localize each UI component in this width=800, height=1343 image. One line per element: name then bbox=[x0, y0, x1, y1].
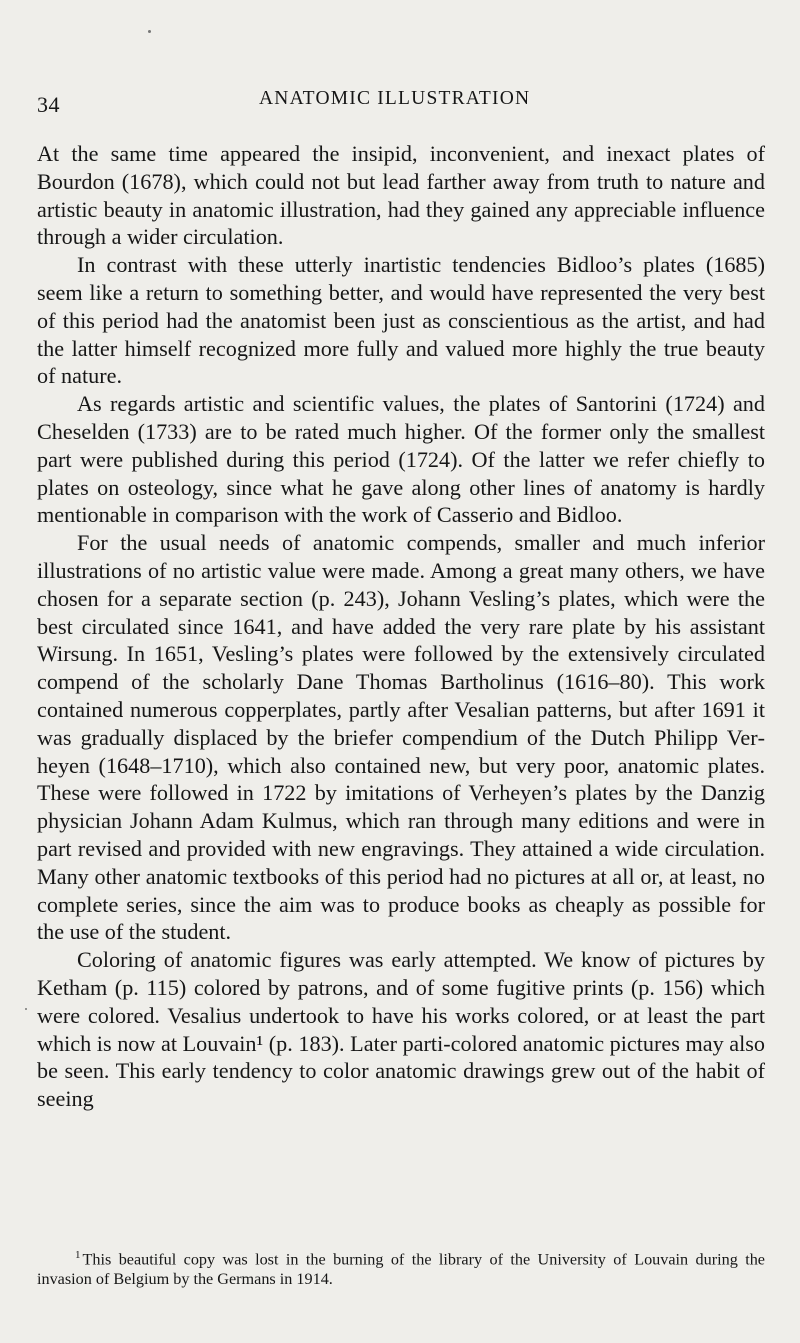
page-number: 34 bbox=[37, 92, 60, 117]
footnote-marker: 1 bbox=[75, 1249, 81, 1261]
paragraph-bourdon: At the same time appeared the insipid, inconvenient, and inexact plates of Bourdon (1678), which could not but lead farther away from truth to nature and artistic beauty in anatomic illustration, had they gained any appreciable influence through a wider circulation. bbox=[37, 141, 765, 250]
paragraph-bidloo: In contrast with these utterly inartistic tendencies Bidloo’s plates (1685) seem like a return to something better, and would have represented the very best of this period had the anatomist been just as conscientious as the artist, and had the latter himself recognized more fully and valued more highly the true beauty of nature. bbox=[37, 252, 765, 389]
paragraph-santorini-cheselden: As regards artistic and scientific values, the plates of Santorini (1724) and Cheselden (1733) are to be rated much higher. Of the former only the smallest part were published during this period (1724). Of the latter we refer chiefly to plates on osteology, since what he gave along other lines of anatomy is hardly mentionable in comparison with the work of Casserio and Bidloo. bbox=[37, 391, 765, 528]
footnote-text: This beautiful copy was lost in the burning of the library of the University of Louvain during the invasion of Belgium by the Germans in 1914. bbox=[37, 1250, 765, 1289]
page-header bbox=[37, 86, 767, 116]
ink-speck bbox=[148, 30, 151, 33]
paragraph-compends: For the usual needs of anatomic compends, smaller and much inferior illustrations of no artistic value were made. Among a great many others, we have chosen for a separate section (p. 243), Johann Vesling’s plates, which were the best circulated since 1641, and have added the very rare plate by his assistant Wirsung. In 1651, Vesling’s plates were followed by the extensively circulated compend of the scholarly Dane Thomas Bartholinus (1616–80). This work contained numerous copperplates, partly after Vesalian patterns, but after 1691 it was gradually displaced by the briefer compendium of the Dutch Philipp Verheyen (1648–1710), which also contained new, but very poor, anatomic plates. These were followed in 1722 by imitations of Verheyen’s plates by the Danzig physician Johann Adam Kulmus, which ran through many editions and were in part revised and provided with new engravings. They attained a wide circulation. Many other anatomic textbooks of this period had no pictures at all or, at least, no complete series, since the aim was to produce books as cheaply as possible for the use of the student. bbox=[37, 530, 765, 945]
ink-speck bbox=[25, 1008, 27, 1010]
footnote bbox=[37, 1245, 765, 1289]
paragraph-coloring: Coloring of anatomic figures was early attempted. We know of pictures by Ketham (p. 115) colored by patrons, and of some fugitive prints (p. 156) which were colored. Vesalius undertook to have his works colored, or at least the part which is now at Louvain¹ (p. 183). Later parti-colored anatomic pictures may also be seen. This early tendency to color anatomic drawings grew out of the habit of seeing bbox=[37, 947, 765, 1112]
running-title: ANATOMIC ILLUSTRATION bbox=[259, 88, 531, 109]
body-text bbox=[37, 140, 765, 1113]
